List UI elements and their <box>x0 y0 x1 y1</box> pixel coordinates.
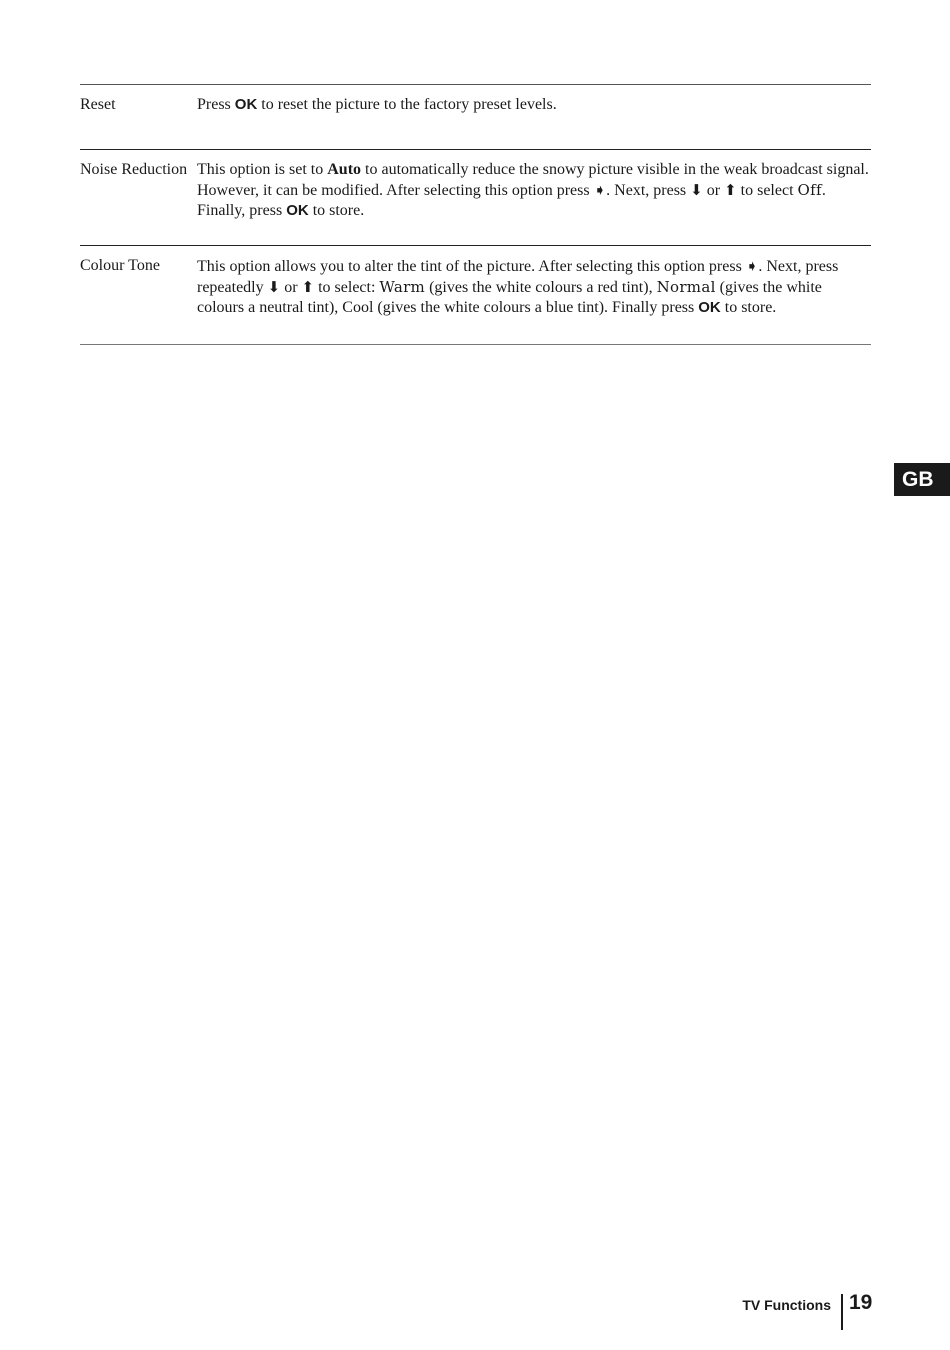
footer-section-title: TV Functions <box>742 1297 831 1313</box>
desc-text: This option is set to <box>197 161 328 178</box>
footer-divider <box>841 1294 843 1330</box>
desc-text: . Next, press repeatedly <box>197 258 839 296</box>
right-arrow-icon: ➧ <box>593 181 607 199</box>
page-number: 19 <box>849 1291 873 1314</box>
up-arrow-icon: ⬆ <box>301 278 315 296</box>
option-value-warm: Warm <box>379 278 426 296</box>
language-tab-gb: GB <box>894 463 950 496</box>
desc-text: to automatically reduce the snowy picture visible in the weak broadcast signal. However, it can be modified. After selecting this option press <box>197 161 869 199</box>
table-row-colour-tone <box>80 246 871 345</box>
desc-text: or <box>702 182 725 199</box>
desc-text: (gives the white colours a neutral tint), <box>197 279 822 316</box>
desc-text: or <box>280 279 302 296</box>
desc-text: to store. <box>720 299 777 316</box>
row-label: Noise Reduction <box>80 161 188 178</box>
row-description <box>197 246 871 318</box>
row-label: Colour Tone <box>80 257 160 274</box>
desc-text: . Finally, press <box>197 182 826 219</box>
desc-text: to select <box>736 182 798 199</box>
option-value-off: Off <box>797 181 822 199</box>
down-arrow-icon: ⬇ <box>267 278 281 296</box>
right-arrow-icon: ➧ <box>745 257 759 275</box>
down-arrow-icon: ⬇ <box>690 181 703 199</box>
desc-text: Press <box>197 96 235 113</box>
up-arrow-icon: ⬆ <box>724 181 737 199</box>
desc-text: (gives the white colours a red tint), <box>425 279 657 296</box>
ok-button-label: OK <box>286 202 309 219</box>
table-row-noise-reduction <box>80 150 871 246</box>
row-label: Reset <box>80 96 116 113</box>
row-description <box>197 150 871 221</box>
option-value-normal: Normal <box>656 278 716 296</box>
settings-table <box>80 84 871 345</box>
ok-button-label: OK <box>234 96 258 113</box>
desc-text: . Next, press <box>606 182 691 199</box>
option-value-cool: Cool <box>342 299 374 316</box>
ok-button-label: OK <box>698 299 721 316</box>
table-row-reset <box>80 85 871 150</box>
desc-text: to store. <box>308 202 365 219</box>
desc-text: This option allows you to alter the tint of the picture. After selecting this option press <box>197 258 746 275</box>
row-description <box>197 85 871 115</box>
option-value-auto: Auto <box>327 161 362 178</box>
desc-text: (gives the white colours a blue tint). Finally press <box>373 299 699 316</box>
desc-text: to reset the picture to the factory preset levels. <box>257 96 557 113</box>
desc-text: to select: <box>314 279 380 296</box>
